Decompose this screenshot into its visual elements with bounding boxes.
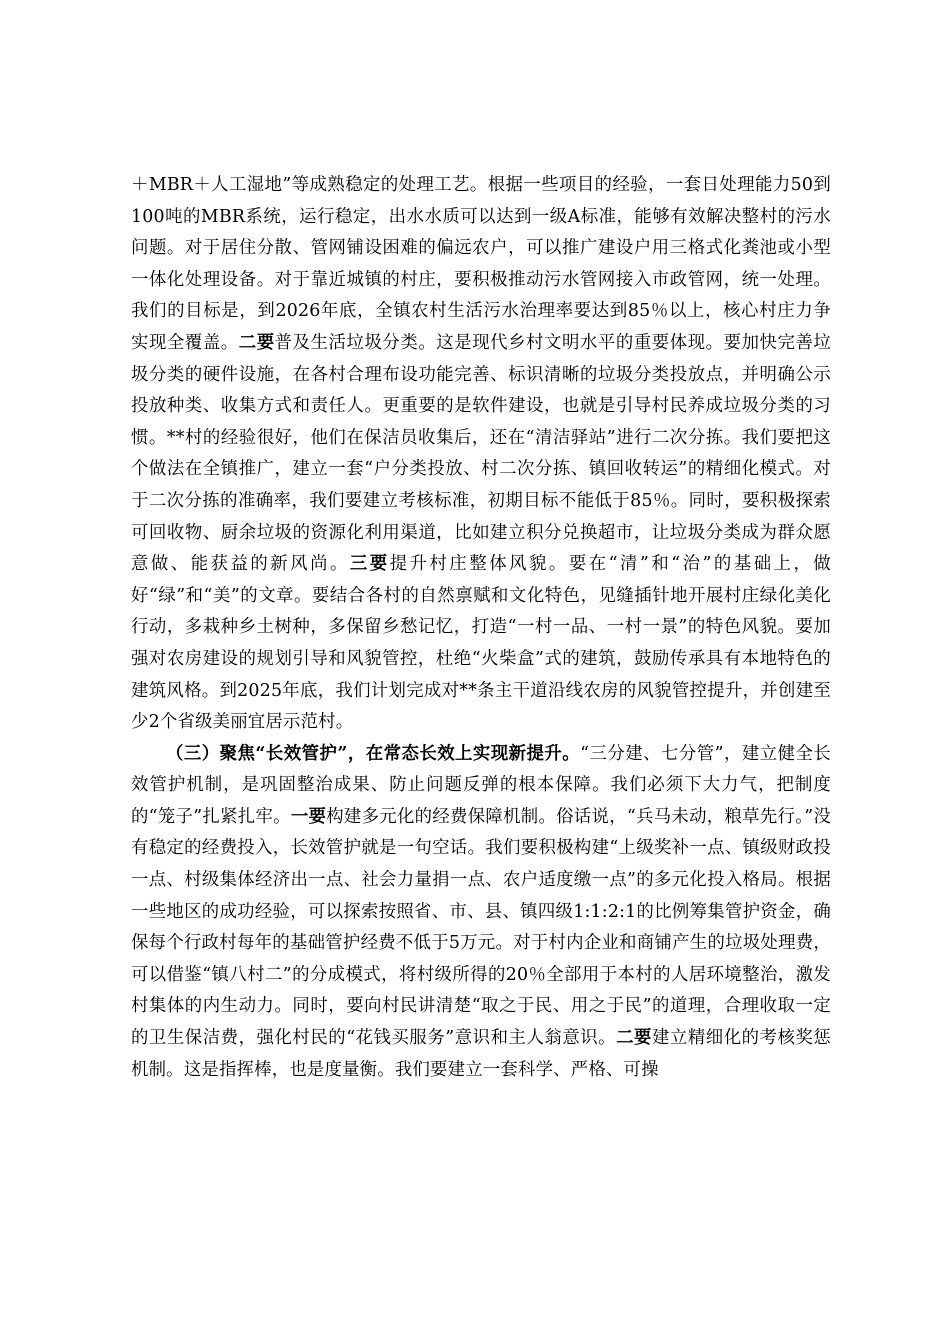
document-body bbox=[131, 170, 831, 1086]
point-two-keyword: 二要 bbox=[238, 332, 275, 353]
point-one-keyword: 一要 bbox=[290, 806, 327, 827]
paragraph-text: 普及生活垃圾分类。这是现代乡村文明水平的重要体现。要加快完善垃圾分类的硬件设施，在各村合理布设功能完善、标识清晰的垃圾分类投放点，并明确公示投放种类、收集方式和责任人。更重要的是软件建设，也就是引导村民养成垃圾分类的习惯。**村的经验很好，他们在保洁员收集后，还在“清洁驿站”进行二次分拣。我们要把这个做法在全镇推广，建立一套“户分类投放、村二次分拣、镇回收转运”的精细化模式。对于二次分拣的准确率，我们要建立考核标准，初期目标不能低于85％。同时，要积极探索可回收物、厨余垃圾的资源化利用渠道，比如建立积分兑换超市，让垃圾分类成为群众愿意做、能获益的新风尚。 bbox=[131, 332, 831, 575]
paragraph-text: “三分建、七分管”，建立健全长效管护机制，是巩固整治成果、防止问题反弹的根本保障。我们必须下大力气，把制度的“笼子”扎紧扎牢。 bbox=[131, 743, 831, 827]
paragraph-long-term-maintenance bbox=[131, 739, 831, 1087]
point-two-keyword: 二要 bbox=[616, 1028, 652, 1049]
paragraph-sewage-waste-village-appearance bbox=[131, 170, 831, 739]
paragraph-text: ＋MBR＋人工湿地”等成熟稳定的处理工艺。根据一些项目的经验，一套日处理能力50到100吨的MBR系统，运行稳定，出水水质可以达到一级A标准，能够有效解决整村的污水问题。对于居住分散、管网铺设困难的偏远农户，可以推广建设户用三格式化粪池或小型一体化处理设备。对于靠近城镇的村庄，要积极推动污水管网接入市政管网，统一处理。我们的目标是，到2026年底，全镇农村生活污水治理率要达到85％以上，核心村庄力争实现全覆盖。 bbox=[131, 175, 831, 353]
paragraph-text: 构建多元化的经费保障机制。俗话说，“兵马未动，粮草先行。”没有稳定的经费投入，长效管护就是一句空话。我们要积极构建“上级奖补一点、镇级财政投一点、村级集体经济出一点、社会力量捐一点、农户适度缴一点”的多元化投入格局。根据一些地区的成功经验，可以探索按照省、市、县、镇四级1:1:2:1的比例筹集管护资金，确保每个行政村每年的基础管护经费不低于5万元。对于村内企业和商铺产生的垃圾处理费，可以借鉴“镇八村二”的分成模式，将村级所得的20％全部用于本村的人居环境整治，激发村集体的内生动力。同时，要向村民讲清楚“取之于民、用之于民”的道理，合理收取一定的卫生保洁费，强化村民的“花钱买服务”意识和主人翁意识。 bbox=[131, 806, 831, 1049]
section-heading: （三）聚焦“长效管护”，在常态长效上实现新提升。 bbox=[166, 743, 581, 764]
point-three-keyword: 三要 bbox=[349, 554, 390, 575]
paragraph-text: 提升村庄整体风貌。要在“清”和“治”的基础上，做好“绿”和“美”的文章。要结合各村的自然禀赋和文化特色，见缝插针地开展村庄绿化美化行动，多栽种乡土树种，多保留乡愁记忆，打造“一村一品、一村一景”的特色风貌。要加强对农房建设的规划引导和风貌管控，杜绝“火柴盒”式的建筑，鼓励传承具有本地特色的建筑风格。到2025年底，我们计划完成对**条主干道沿线农房的风貌管控提升，并创建至少2个省级美丽宜居示范村。 bbox=[131, 554, 832, 733]
paragraph-text: 建立精细化的考核奖惩机制。这是指挥棒，也是度量衡。我们要建立一套科学、严格、可操 bbox=[131, 1028, 831, 1080]
